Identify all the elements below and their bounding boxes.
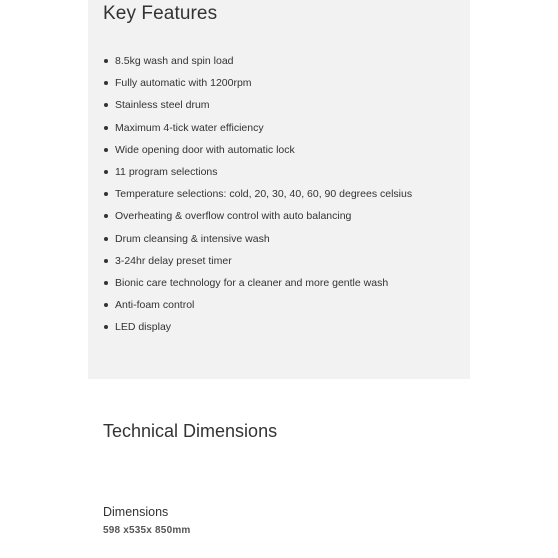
feature-text: Maximum 4-tick water efficiency [115, 121, 264, 134]
list-item [104, 250, 412, 272]
list-item [104, 50, 412, 72]
list-item [104, 94, 412, 116]
list-item [104, 183, 412, 205]
feature-text: Temperature selections: cold, 20, 30, 40, 60, 90 degrees celsius [115, 188, 413, 201]
bullet-icon [104, 59, 108, 63]
list-item [104, 294, 412, 316]
dimensions-label: Dimensions [103, 505, 169, 519]
bullet-icon [104, 303, 108, 307]
bullet-icon [104, 259, 108, 263]
list-item [104, 72, 412, 94]
bullet-icon [104, 148, 108, 152]
feature-text: 11 program selections [115, 165, 218, 178]
list-item [104, 139, 412, 161]
feature-text: Anti-foam control [115, 299, 195, 312]
bullet-icon [104, 170, 108, 174]
feature-text: 8.5kg wash and spin load [115, 55, 234, 67]
list-item [104, 272, 412, 294]
feature-text: Bionic care technology for a cleaner and more gentle wash [115, 276, 389, 289]
bullet-icon [104, 281, 108, 285]
list-item [104, 161, 412, 183]
bullet-icon [104, 325, 108, 329]
feature-text: LED display [115, 321, 172, 334]
feature-text: 3-24hr delay preset timer [115, 254, 232, 267]
dimensions-value: 598 x535x 850mm [103, 525, 191, 536]
key-features-list [104, 50, 412, 338]
key-features-heading: Key Features [103, 3, 218, 24]
feature-text: Stainless steel drum [115, 99, 210, 112]
list-item [104, 316, 412, 338]
list-item [104, 205, 412, 227]
list-item [104, 228, 412, 250]
bullet-icon [104, 237, 108, 241]
key-features-panel [88, 0, 470, 379]
bullet-icon [104, 103, 108, 107]
bullet-icon [104, 126, 108, 130]
feature-text: Fully automatic with 1200rpm [115, 77, 252, 90]
list-item [104, 117, 412, 139]
feature-text: Overheating & overflow control with auto balancing [115, 210, 352, 223]
bullet-icon [104, 192, 108, 196]
technical-dimensions-heading: Technical Dimensions [103, 421, 278, 441]
bullet-icon [104, 214, 108, 218]
feature-text: Wide opening door with automatic lock [115, 143, 295, 156]
feature-text: Drum cleansing & intensive wash [115, 232, 270, 245]
bullet-icon [104, 81, 108, 85]
